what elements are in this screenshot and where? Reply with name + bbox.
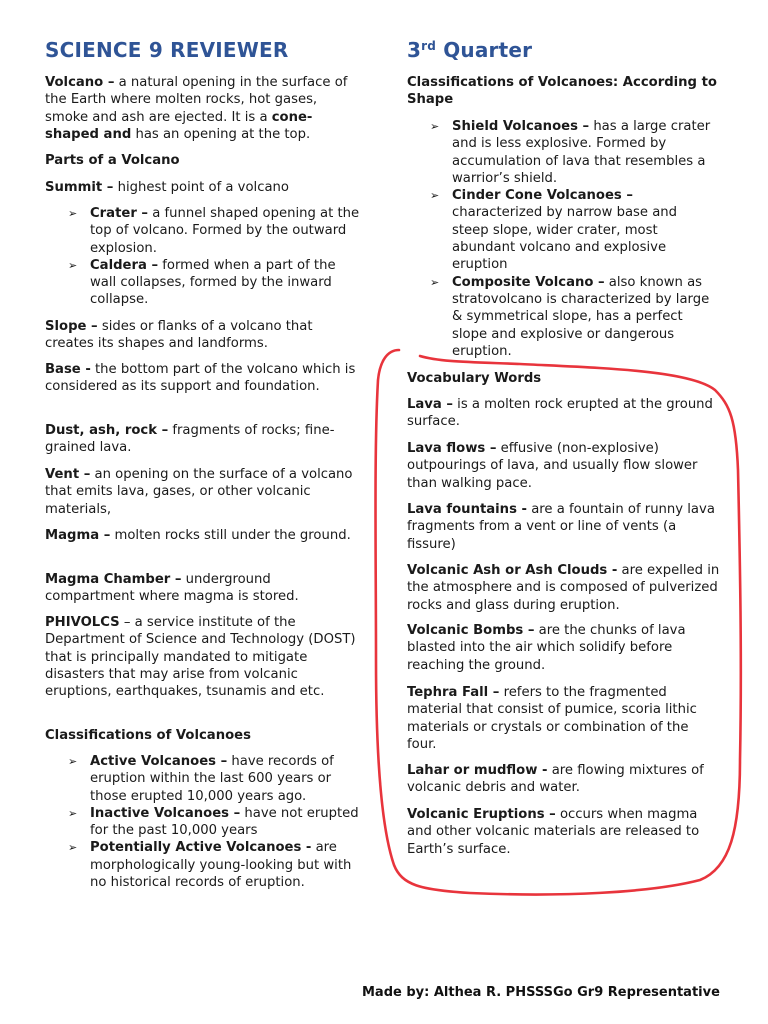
magma-definition: Magma – molten rocks still under the ground. <box>45 528 351 543</box>
base-definition: Base - the bottom part of the volcano which is considered as its support and foundation. <box>45 362 356 395</box>
magma-chamber-definition: Magma Chamber – underground compartment where magma is stored. <box>45 572 299 605</box>
arrow-bullet-icon: ➢ <box>68 806 78 820</box>
classifications-heading: Classifications of Volcanoes <box>45 728 251 743</box>
shape-heading: Classifications of Volcanoes: According to Shape <box>407 75 717 108</box>
list-item: ➢ Potentially Active Volcanoes - are morphologically young-looking but with no historical records of eruption. <box>68 840 352 891</box>
quarter-title: 3rd Quarter <box>407 38 533 62</box>
reviewer-title: SCIENCE 9 REVIEWER <box>45 38 289 62</box>
classification-bullet-list <box>45 753 363 891</box>
volcanic-bombs-definition: Volcanic Bombs – are the chunks of lava blasted into the air which solidify before reaching the ground. <box>407 623 686 673</box>
volcanic-ash-definition: Volcanic Ash or Ash Clouds - are expelled in the atmosphere and is composed of pulverized rocks and glass during eruption. <box>407 563 720 613</box>
volcano-definition <box>45 74 363 143</box>
list-item: ➢ Cinder Cone Volcanoes – characterized by narrow base and steep slope, wider crater, most abundant volcano and explosive eruption <box>430 188 678 273</box>
list-item: ➢ Inactive Volcanoes – have not erupted for the past 10,000 years <box>68 805 359 839</box>
lava-fountains-definition: Lava fountains - are a fountain of runny lava fragments from a vent or line of vents (a fissure) <box>407 502 715 552</box>
parts-heading: Parts of a Volcano <box>45 153 180 168</box>
footer-credit: Made by: Althea R. PHSSSGo Gr9 Representative <box>362 985 720 1000</box>
dust-definition: Dust, ash, rock – fragments of rocks; fine-grained lava. <box>45 423 335 456</box>
definition: highest point of a volcano <box>113 180 289 195</box>
list-item: ➢ Caldera – formed when a part of the wall collapses, formed by the inward collapse. <box>68 257 336 308</box>
definition: has an opening at the top. <box>131 126 311 142</box>
list-item: ➢ Crater – a funnel shaped opening at the top of volcano. Formed by the outward explosion. <box>68 206 360 256</box>
lava-flows-definition: Lava flows – effusive (non-explosive) outpourings of lava, and usually flow slower than walking pace. <box>407 441 698 491</box>
volcanic-eruptions-definition: Volcanic Eruptions – occurs when magma and other volcanic materials are released to Earth’s surface. <box>407 807 700 857</box>
arrow-bullet-icon: ➢ <box>430 275 440 289</box>
arrow-bullet-icon: ➢ <box>430 189 440 203</box>
list-item: ➢ Active Volcanoes – have records of eruption within the last 600 years or those erupted 10,000 years ago. <box>68 754 334 804</box>
vent-definition: Vent – an opening on the surface of a volcano that emits lava, gases, or other volcanic materials, <box>45 467 353 517</box>
term: Volcano – <box>45 75 115 90</box>
lava-definition: Lava – is a molten rock erupted at the ground surface. <box>407 397 713 430</box>
arrow-bullet-icon: ➢ <box>430 120 440 133</box>
definition: a natural opening in the surface of the Earth where molten rocks, hot gases, smoke and ash are ejected. It is a <box>45 75 348 125</box>
arrow-bullet-icon: ➢ <box>68 207 78 220</box>
phivolcs-definition: PHIVOLCS – a service institute of the Department of Science and Technology (DOST) that is principally mandated to mitigate disasters that may arise from volcanic eruptions, earthquakes, tsunamis and etc. <box>45 615 356 700</box>
vocabulary-heading: Vocabulary Words <box>407 371 542 386</box>
arrow-bullet-icon: ➢ <box>68 258 78 272</box>
list-item: ➢ Shield Volcanoes – has a large crater and is less explosive. Formed by accumulation of lava that resembles a warrior’s shield. <box>430 119 711 186</box>
shape-bullet-list <box>407 118 713 360</box>
slope-definition: Slope – sides or flanks of a volcano that creates its shapes and landforms. <box>45 319 313 352</box>
tephra-fall-definition: Tephra Fall – refers to the fragmented material that consist of pumice, scoria lithic materials or crystals or combination of the four. <box>407 685 697 752</box>
term-emphasis: cone-shaped and <box>45 109 313 142</box>
term: Summit – <box>45 180 114 195</box>
arrow-bullet-icon: ➢ <box>68 755 78 768</box>
arrow-bullet-icon: ➢ <box>68 841 78 855</box>
lahar-definition: Lahar or mudflow - are flowing mixtures of volcanic debris and water. <box>407 763 704 796</box>
summit-bullet-list <box>45 205 363 309</box>
list-item: ➢ Composite Volcano – also known as stratovolcano is characterized by large & symmetrical slope, has a perfect slope and explosive or dangerous eruption. <box>430 274 710 359</box>
summit-definition <box>45 179 289 196</box>
